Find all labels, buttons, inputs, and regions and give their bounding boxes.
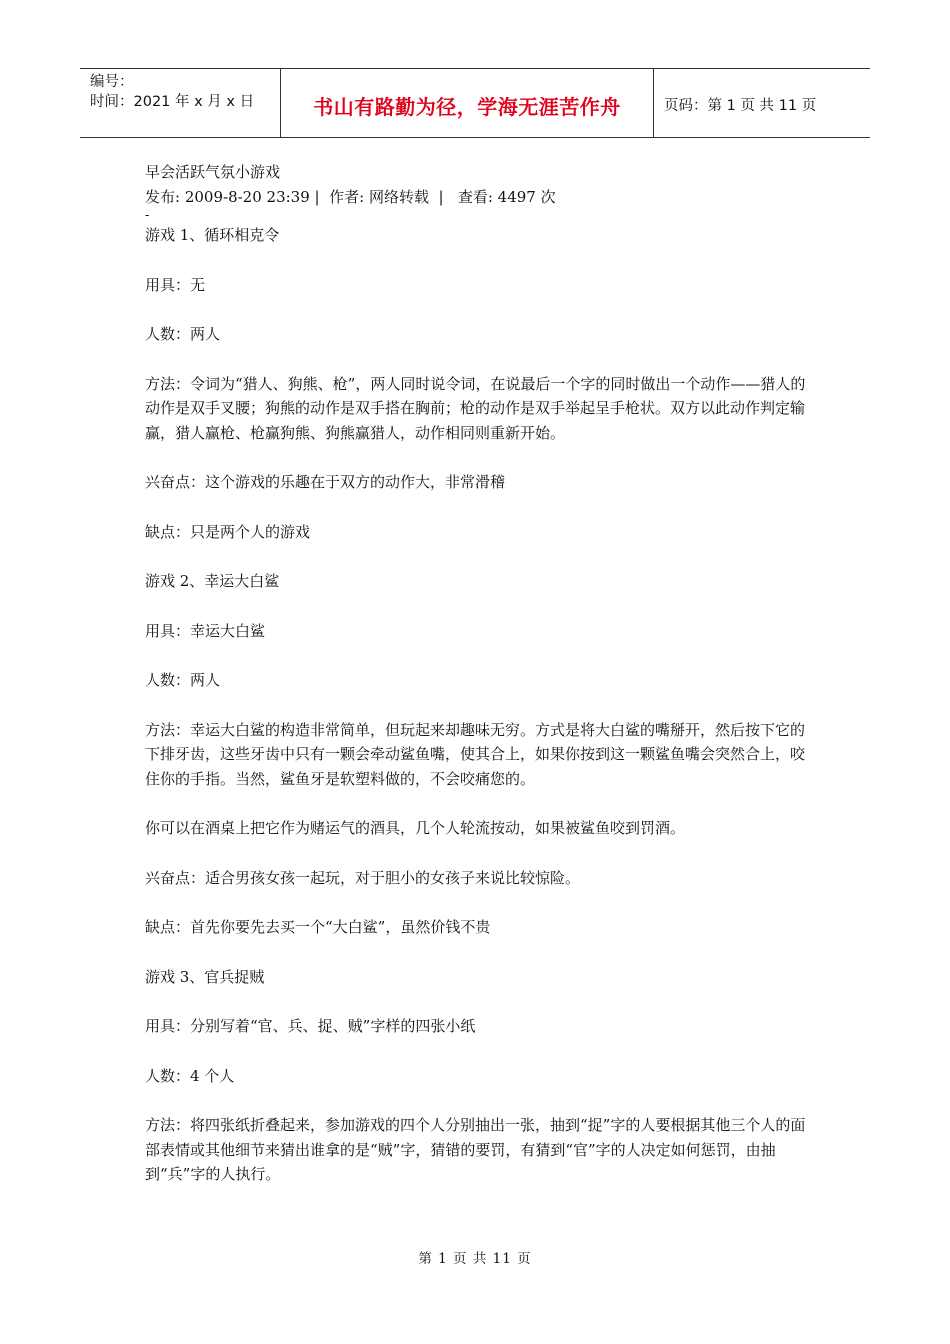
article-body xyxy=(145,160,810,1187)
game-heading: 游戏 1、循环相克令 xyxy=(145,226,280,244)
game-method: 方法：将四张纸折叠起来，参加游戏的四个人分别抽出一张，抽到“捉”字的人要根据其他三个人的面部表情或其他细节来猜出谁拿的是“贼”字，猜错的要罚，有猜到“官”字的人决定如何惩罚，由抽到“兵”字的人执行。 xyxy=(145,1116,806,1183)
game-players: 人数：两人 xyxy=(145,325,221,343)
game-excite: 兴奋点：这个游戏的乐趣在于双方的动作大，非常滑稽 xyxy=(145,473,506,491)
article-meta: 发布: 2009-8-20 23:39 | 作者: 网络转载 | 查看: 4497 次 xyxy=(145,187,556,206)
game-heading: 游戏 3、官兵捉贼 xyxy=(145,967,265,986)
header-info-cell xyxy=(80,69,281,137)
separator-dash: - xyxy=(145,208,150,223)
game-tools: 用具：分别写着“官、兵、捉、贼”字样的四张小纸 xyxy=(145,1017,476,1035)
serial-number-label: 编号： xyxy=(90,74,134,90)
article-title: 早会活跃气氛小游戏 xyxy=(145,163,281,181)
game-players: 人数：4 个人 xyxy=(145,1066,235,1085)
game-method: 方法：令词为“猎人、狗熊、枪”，两人同时说令词，在说最后一个字的同时做出一个动作——猎人的动作是双手叉腰；狗熊的动作是双手搭在胸前；枪的动作是双手举起呈手枪状。双方以此动作判定输赢，猎人赢枪、枪赢狗熊、狗熊赢猎人，动作相同则重新开始。 xyxy=(145,374,806,442)
document-header xyxy=(80,68,870,138)
game-excite: 兴奋点：适合男孩女孩一起玩，对于胆小的女孩子来说比较惊险。 xyxy=(145,868,581,887)
game-tools: 用具：幸运大白鲨 xyxy=(145,621,266,640)
game-tools: 用具：无 xyxy=(145,275,206,294)
header-motto: 书山有路勤为径，学海无涯苦作舟 xyxy=(281,69,654,137)
date-label: 时间：2021 年 x 月 x 日 xyxy=(90,94,255,110)
game-drawback: 缺点：只是两个人的游戏 xyxy=(145,522,311,541)
game-method: 方法：幸运大白鲨的构造非常简单，但玩起来却趣味无穷。方式是将大白鲨的嘴掰开，然后按下它的下排牙齿，这些牙齿中只有一颗会牵动鲨鱼嘴，使其合上，如果你按到这一颗鲨鱼嘴会突然合上，咬住你的手指。当然，鲨鱼牙是软塑料做的，不会咬痛您的。 xyxy=(145,720,806,788)
game-drawback: 缺点：首先你要先去买一个“大白鲨”，虽然价钱不贵 xyxy=(145,918,491,936)
page-footer: 第 1 页 共 11 页 xyxy=(418,1251,532,1267)
game-extra-note: 你可以在酒桌上把它作为赌运气的酒具，几个人轮流按动，如果被鲨鱼咬到罚酒。 xyxy=(145,819,686,837)
game-players: 人数：两人 xyxy=(145,671,221,689)
header-page-info: 页码：第 1 页 共 11 页 xyxy=(664,97,817,114)
game-heading: 游戏 2、幸运大白鲨 xyxy=(145,572,280,590)
